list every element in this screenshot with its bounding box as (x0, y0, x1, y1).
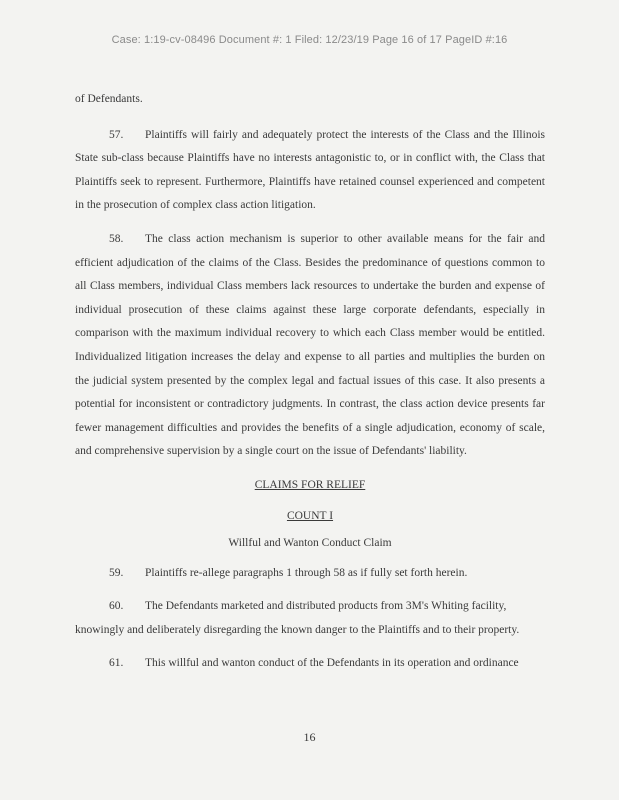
paragraph-number: 58. (109, 232, 124, 245)
continued-fragment: of Defendants. (75, 93, 143, 105)
paragraph-61 (75, 652, 545, 676)
paragraph-text: The Defendants marketed and distributed products from 3M's Whiting facility, knowingly and deliberately disregarding the known danger to the Plaintiffs and to their property. (75, 600, 520, 636)
paragraph-number: 59. (109, 566, 124, 579)
paragraph-text: This willful and wanton conduct of the Defendants in its operation and ordinance (145, 657, 519, 670)
paragraph-number: 60. (109, 600, 124, 613)
paragraph-text: The class action mechanism is superior to other available means for the fair and efficient adjudication of the claims of the Class. Besides the predominance of questions common to all Class members, individual Class members lack resources to undertake the burden and expense of individual prosecution of these claims against these large corporate defendants, especially in comparison with the maximum individual recovery to which each Class member would be entitled. Individualized litigation increases the delay and expense to all parties and multiplies the burden on the judicial system presented by the complex legal and factual issues of this case. It also presents a potential for inconsistent or contradictory judgments. In contrast, the class action device presents far fewer management difficulties and provides the benefits of a single adjudication, economy of scale, and comprehensive supervision by a single court on the issue of Defendants' liability. (75, 232, 545, 458)
document-body (75, 88, 545, 686)
count-title: COUNT I (286, 509, 334, 522)
paragraph-text: Plaintiffs will fairly and adequately protect the interests of the Class and the Illinois State sub-class because Plaintiffs have no interests antagonistic to, or in conflict with, the Class that Plaintiffs seek to represent. Furthermore, Plaintiffs have retained counsel experienced and competent in the prosecution of complex class action litigation. (75, 128, 545, 212)
paragraph-60 (75, 595, 545, 642)
paragraph-text: Plaintiffs re-allege paragraphs 1 through 58 as if fully set forth herein. (145, 566, 468, 579)
paragraph-number: 61. (109, 657, 124, 670)
page-number: 16 (303, 730, 316, 744)
paragraph-58 (75, 228, 545, 464)
claims-heading: CLAIMS FOR RELIEF (254, 478, 366, 491)
paragraph-59 (75, 562, 545, 586)
paragraph-number: 57. (109, 128, 124, 141)
paragraph-57 (75, 124, 545, 218)
count-subtitle: Willful and Wanton Conduct Claim (228, 536, 392, 549)
case-header: Case: 1:19-cv-08496 Document #: 1 Filed: 12/23/19 Page 16 of 17 PageID #:16 (111, 34, 508, 46)
